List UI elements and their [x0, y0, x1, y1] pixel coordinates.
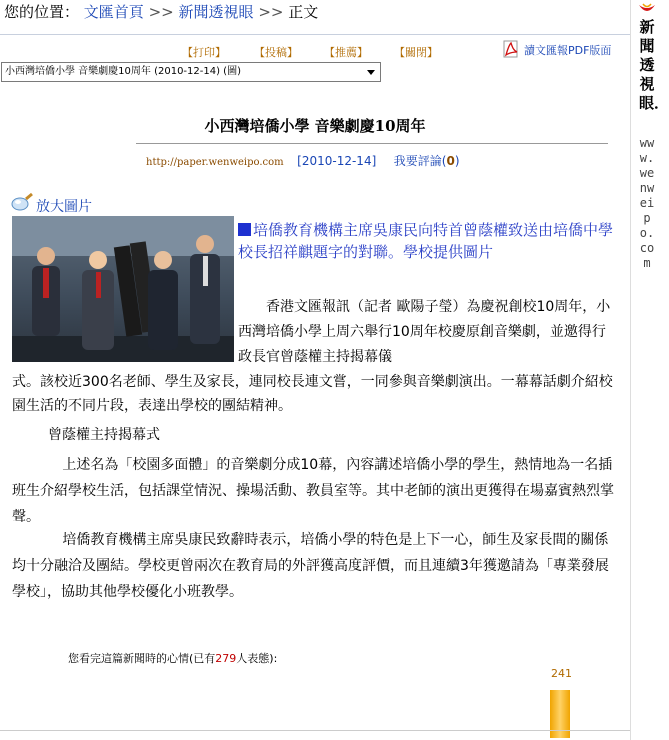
breadcrumb-current: 正文 — [288, 3, 319, 21]
recommend-link[interactable]: 【推薦】 — [324, 46, 368, 59]
header-divider — [0, 34, 630, 35]
breadcrumb-section-link[interactable]: 新聞透視眼 — [178, 3, 254, 21]
article-paragraph-3: 培僑教育機構主席吳康民致辭時表示，培僑小學的特色是上下一心，師生及家長間的關係均十分融洽及團結。學校更曾兩次在教育局的外評獲高度評價，而且連續3年獲邀請為「專業發展學校」，協助其他學校優化小班教學。 — [12, 532, 609, 600]
comment-label: 我要評論( — [393, 154, 447, 168]
comment-link[interactable] — [394, 154, 460, 168]
breadcrumb-separator: >> — [148, 3, 174, 21]
photo-caption — [238, 219, 618, 263]
article-select-value: 小西灣培僑小學 音樂劇慶10周年 (2010-12-14) (圖) — [5, 66, 241, 77]
breadcrumb-separator: >> — [258, 3, 284, 21]
comment-count: 0 — [446, 154, 455, 168]
comment-close: ) — [454, 154, 460, 168]
photo-scene — [12, 216, 234, 362]
chevron-down-icon[interactable] — [367, 70, 375, 75]
article-date: [2010-12-14] — [297, 154, 377, 168]
article-paragraph-1-tail: 式。該校近300名老師、學生及家長，連同校長連文嘗，一同參與音樂劇演出。一幕幕話劇介紹校園生活的不同片段，表達出學校的團結精神。 — [12, 374, 613, 414]
article-paragraph-1-head: 香港文匯報訊（記者 歐陽子瑩）為慶祝創校10周年，小西灣培僑小學上周六舉行10周年校慶原創音樂劇，並邀得行政長官曾蔭權主持揭幕儀 — [238, 299, 611, 365]
footer-divider — [0, 730, 630, 731]
article-paragraph-2: 上述名為「校園多面體」的音樂劇分成10幕，內容講述培僑小學的學生，熱情地為一名插班生介紹學校生活，包括課堂情況、操場活動、教員室等。其中老師的演出更獲得在場嘉賓熱烈掌聲。 — [12, 457, 614, 525]
magnifier-icon[interactable] — [10, 192, 34, 212]
enlarge-image-link[interactable]: 放大圖片 — [36, 199, 92, 215]
article-subheading: 曾蔭權主持揭幕式 — [48, 427, 160, 443]
mood-suffix: 人表態): — [236, 652, 278, 665]
breadcrumb-home-link[interactable]: 文匯首頁 — [83, 3, 144, 21]
print-link[interactable]: 【打印】 — [182, 46, 226, 59]
breadcrumb-prefix: 您的位置： — [4, 3, 80, 21]
pdf-link[interactable]: 讀文匯報PDF版面 — [524, 44, 612, 57]
close-link[interactable]: 【關閉】 — [394, 46, 438, 59]
mood-label: 您看完這篇新聞時的心情(已有 — [68, 652, 216, 665]
caption-text: 培僑教育機構主席吳康民向特首曾蔭權致送由培僑中學校長招祥麒題字的對聯。學校提供圖片 — [238, 221, 614, 261]
title-divider — [136, 143, 608, 144]
sidebar-url: www.wenweipo.com — [639, 136, 655, 270]
breadcrumb — [4, 3, 318, 21]
source-url[interactable]: http://paper.wenweipo.com — [146, 157, 284, 168]
right-sidebar — [630, 0, 669, 740]
article-photo[interactable] — [12, 216, 234, 362]
sidebar-title: 新聞透視眼． — [639, 18, 669, 112]
mood-bar-value: 241 — [551, 667, 572, 680]
submit-link[interactable]: 【投稿】 — [254, 46, 298, 59]
mood-count: 279 — [215, 652, 237, 665]
caption-marker — [238, 223, 251, 236]
article-title: 小西灣培僑小學 音樂劇慶10周年 — [204, 117, 426, 135]
mood-prompt — [68, 650, 277, 666]
pdf-icon[interactable] — [502, 40, 520, 58]
article-meta — [146, 152, 460, 169]
article-select[interactable] — [1, 62, 381, 82]
wenweipo-logo-icon — [637, 3, 657, 17]
